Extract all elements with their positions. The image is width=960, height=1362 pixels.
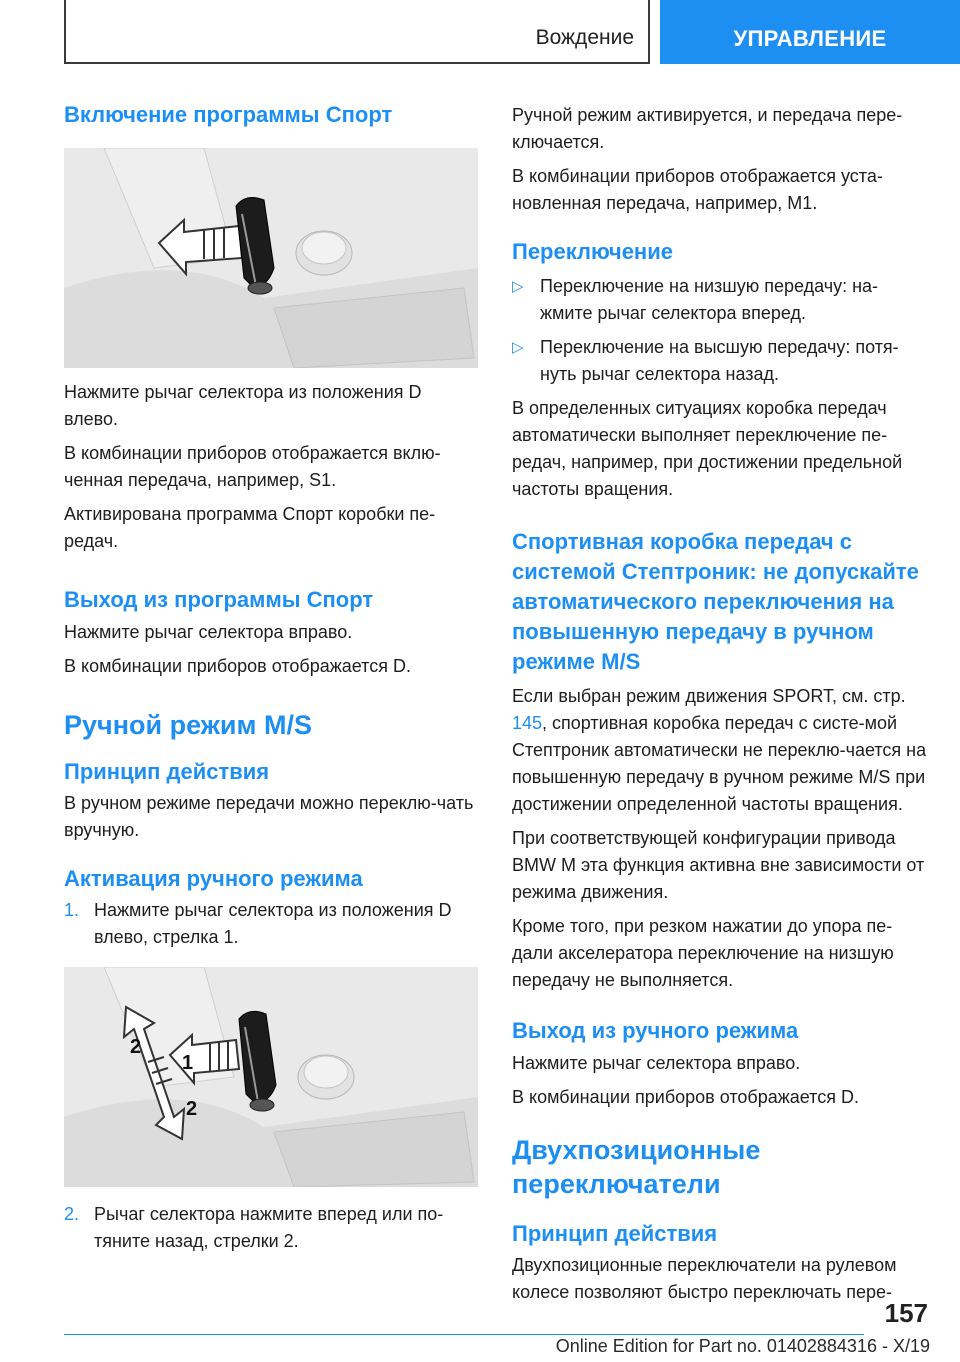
figure-label-1: 1	[182, 1052, 194, 1074]
step-2	[64, 1201, 478, 1255]
para-right-6: Кроме того, при резком нажатии до упора пе-дали акселератора переключение на низшую передачу не выполняется.	[512, 916, 894, 990]
activation-steps-1	[64, 897, 478, 951]
shift-list	[512, 273, 930, 388]
para-right-5: При соответствующей конфигурации привода BMW M эта функция активна вне зависимости от режима движения.	[512, 828, 925, 902]
para-left-4: Нажмите рычаг селектора вправо.	[64, 622, 353, 642]
step-2-number: 2.	[64, 1204, 80, 1224]
gear-selector-illustration-2	[64, 967, 478, 1187]
footer-divider	[64, 1334, 864, 1335]
heading-paddle-shifters: Двухпозиционные переключатели	[512, 1135, 761, 1199]
header-chapter-title: УПРАВЛЕНИЕ	[733, 26, 887, 51]
figure-label-2b: 2	[186, 1098, 198, 1120]
heading-principle-2: Принцип действия	[512, 1221, 718, 1246]
triangle-bullet-icon: ▷	[512, 339, 524, 356]
heading-steptronic: Спортивная коробка передач с системой Стептроник: не допускайте автоматического переключения на повышенную передачу в ручном режиме M/S	[512, 529, 919, 674]
triangle-bullet-icon: ▷	[512, 278, 524, 295]
header-section-box	[64, 0, 650, 64]
heading-manual-off: Выход из ручного режима	[512, 1018, 799, 1043]
gear-selector-figure-1	[64, 148, 478, 368]
right-column	[512, 100, 930, 1306]
shift-item-down	[512, 273, 930, 327]
para-right-1: Ручной режим активируется, и передача пере-ключается.	[512, 105, 903, 152]
page-number: 157	[884, 1298, 928, 1328]
header-section-title: Вождение	[535, 26, 634, 49]
heading-shift: Переключение	[512, 239, 673, 264]
gear-selector-figure-2	[64, 967, 478, 1187]
para-right-8: В комбинации приборов отображается D.	[512, 1087, 859, 1107]
para-right-2: В комбинации приборов отображается уста-новленная передача, например, M1.	[512, 166, 883, 213]
step-1	[64, 897, 478, 951]
header-chapter-tab[interactable]	[660, 0, 960, 64]
heading-sport-off: Выход из программы Спорт	[64, 587, 374, 612]
shift-item-up	[512, 334, 930, 388]
para-left-3: Активирована программа Спорт коробки пе-редач.	[64, 504, 436, 551]
gear-selector-illustration-1	[64, 148, 478, 368]
para-right-9: Двухпозиционные переключатели на рулевом колесе позволяют быстро переключать пере-	[512, 1255, 897, 1302]
shift-item-down-text: Переключение на низшую передачу: на-жмите рычаг селектора вперед.	[540, 276, 879, 323]
para-left-5: В комбинации приборов отображается D.	[64, 656, 411, 676]
heading-manual-mode: Ручной режим M/S	[64, 710, 312, 740]
heading-principle: Принцип действия	[64, 759, 270, 784]
para-left-2: В комбинации приборов отображается вклю-ченная передача, например, S1.	[64, 443, 441, 490]
step-1-text: Нажмите рычаг селектора из положения D влево, стрелка 1.	[94, 900, 452, 947]
page-reference-link[interactable]: 145	[512, 713, 543, 733]
step-1-number: 1.	[64, 900, 80, 920]
para-right-4-start: Если выбран режим движения SPORT, см. стр.	[512, 686, 906, 706]
left-column	[64, 100, 478, 1255]
shift-item-up-text: Переключение на высшую передачу: потя-нуть рычаг селектора назад.	[540, 337, 899, 384]
para-left-6: В ручном режиме передачи можно переклю-чать вручную.	[64, 793, 474, 840]
para-right-7: Нажмите рычаг селектора вправо.	[512, 1053, 801, 1073]
step-2-text: Рычаг селектора нажмите вперед или по-тяните назад, стрелки 2.	[94, 1204, 444, 1251]
para-left-1: Нажмите рычаг селектора из положения D влево.	[64, 382, 422, 429]
para-right-4-end: , спортивная коробка передач с систе-мой Стептроник автоматически не переклю-чается на повышенную передачу в ручном режиме M/S при достижении определенной частоты вращения.	[512, 713, 927, 814]
para-right-3: В определенных ситуациях коробка передач автоматически выполняет переключение пе-редач, например, при достижении предельной частоты вращения.	[512, 398, 903, 499]
figure-label-2a: 2	[130, 1036, 142, 1058]
activation-steps-2	[64, 1201, 478, 1255]
para-right-4	[512, 683, 930, 818]
heading-activation: Активация ручного режима	[64, 866, 363, 891]
heading-sport-on: Включение программы Спорт	[64, 102, 393, 127]
footer-edition-text: Online Edition for Part no. 01402884316 - X/19	[555, 1336, 930, 1356]
